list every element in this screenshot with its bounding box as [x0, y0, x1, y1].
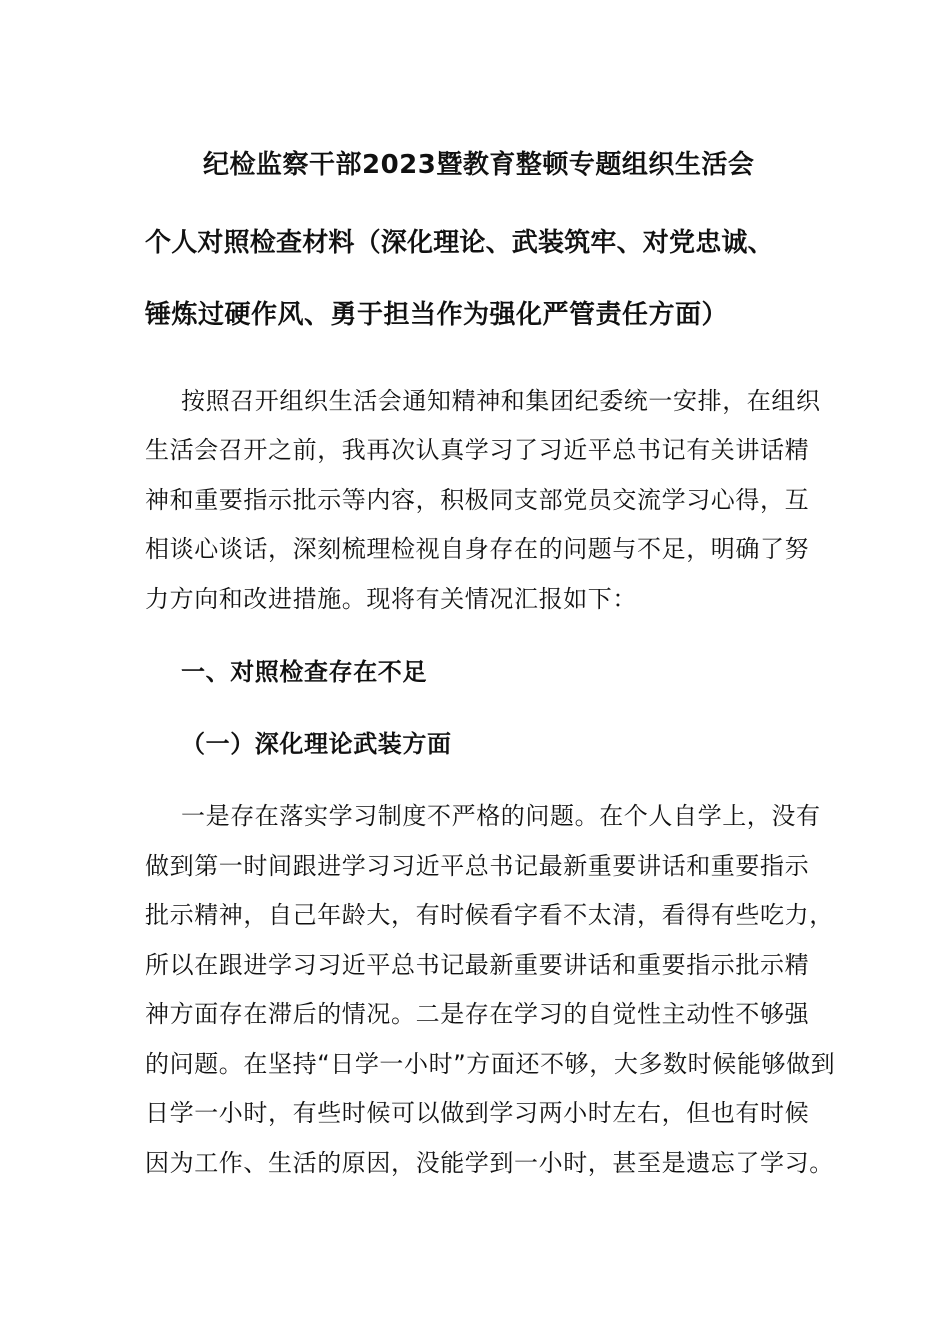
intro-paragraph-line: 神和重要指示批示等内容，积极同支部党员交流学习心得，互	[145, 486, 810, 514]
body-paragraph-line: 的问题。在坚持“日学一小时”方面还不够，大多数时候能够做到	[145, 1050, 836, 1078]
body-paragraph-line: 因为工作、生活的原因，没能学到一小时，甚至是遗忘了学习。	[145, 1149, 834, 1177]
body-paragraph-line: 日学一小时，有些时候可以做到学习两小时左右，但也有时候	[145, 1099, 810, 1127]
body-paragraph-line: 一是存在落实学习制度不严格的问题。在个人自学上，没有	[181, 802, 821, 830]
section-heading: 一、对照检查存在不足	[181, 658, 427, 686]
intro-paragraph-line: 生活会召开之前，我再次认真学习了习近平总书记有关讲话精	[145, 436, 810, 464]
body-paragraph-line: 做到第一时间跟进学习习近平总书记最新重要讲话和重要指示	[145, 852, 810, 880]
intro-paragraph-line: 力方向和改进措施。现将有关情况汇报如下：	[145, 585, 637, 613]
subsection-heading: （一）深化理论武装方面	[181, 730, 452, 758]
body-paragraph-line: 所以在跟进学习习近平总书记最新重要讲话和重要指示批示精	[145, 951, 810, 979]
document-title-line-3: 锤炼过硬作风、勇于担当作为强化严管责任方面）	[145, 300, 729, 330]
intro-paragraph-line: 按照召开组织生活会通知精神和集团纪委统一安排，在组织	[181, 387, 821, 415]
document-title-line-2: 个人对照检查材料（深化理论、武装筑牢、对党忠诚、	[145, 228, 774, 258]
document-title-line-1: 纪检监察干部2023暨教育整顿专题组织生活会	[203, 150, 755, 180]
body-paragraph-line: 批示精神，自己年龄大，有时候看字看不太清，看得有些吃力，	[145, 901, 834, 929]
intro-paragraph-line: 相谈心谈话，深刻梳理检视自身存在的问题与不足，明确了努	[145, 535, 810, 563]
body-paragraph-line: 神方面存在滞后的情况。二是存在学习的自觉性主动性不够强	[145, 1000, 810, 1028]
